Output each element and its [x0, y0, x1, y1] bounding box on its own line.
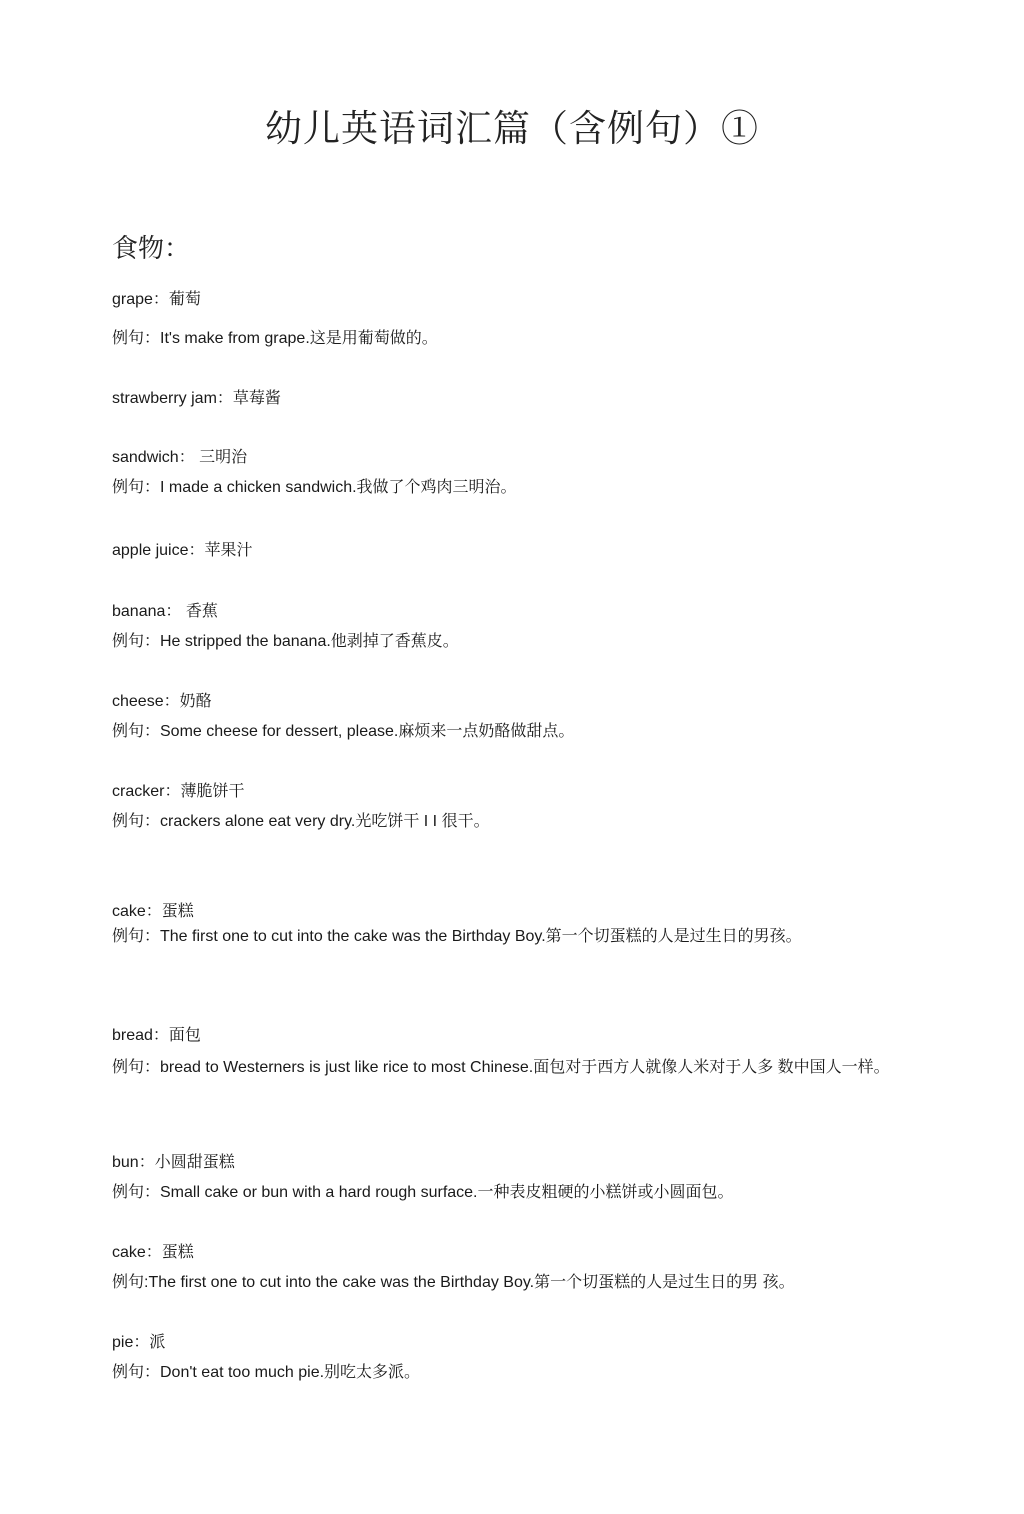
vocab-bun: bun：小圆甜蛋糕 — [112, 1154, 235, 1171]
example-grape: 例句：It's make from grape.这是用葡萄做的。 — [112, 330, 438, 347]
example-bread: 例句：bread to Westerners is just like rice to most Chinese.面包对于西方人就像人米对于人多 数中国人一样。 — [112, 1059, 890, 1076]
example-banana: 例句：He stripped the banana.他剥掉了香蕉皮。 — [112, 633, 459, 650]
vocab-banana: banana： 香蕉 — [112, 603, 218, 620]
vocab-cheese: cheese：奶酪 — [112, 693, 212, 710]
vocab-cracker: cracker：薄脆饼干 — [112, 783, 245, 800]
vocab-pie: pie：派 — [112, 1334, 166, 1351]
vocab-strawberry-jam: strawberry jam：草莓酱 — [112, 390, 281, 407]
example-bun: 例句：Small cake or bun with a hard rough surface.一种表皮粗硬的小糕饼或小圆面包。 — [112, 1184, 734, 1201]
vocab-sandwich: sandwich： 三明治 — [112, 449, 248, 466]
example-cake-2: 例句:The first one to cut into the cake was the Birthday Boy.第一个切蛋糕的人是过生日的男 孩。 — [112, 1274, 795, 1291]
example-cracker: 例句：crackers alone eat very dry.光吃饼干 I I 很干。 — [112, 813, 490, 830]
example-sandwich: 例句：I made a chicken sandwich.我做了个鸡肉三明治。 — [112, 479, 517, 496]
example-cheese: 例句：Some cheese for dessert, please.麻烦来一点奶酪做甜点。 — [112, 723, 575, 740]
example-pie: 例句：Don't eat too much pie.别吃太多派。 — [112, 1364, 421, 1381]
vocab-apple-juice: apple juice：苹果汁 — [112, 542, 253, 559]
vocab-cake-2: cake：蛋糕 — [112, 1244, 194, 1261]
page-title: 幼儿英语词汇篇（含例句）① — [265, 107, 759, 150]
section-heading-food: 食物： — [112, 234, 191, 264]
vocab-bread: bread：面包 — [112, 1027, 201, 1044]
vocab-grape: grape：葡萄 — [112, 291, 201, 308]
vocab-cake: cake：蛋糕 — [112, 903, 194, 920]
example-cake: 例句：The first one to cut into the cake was the Birthday Boy.第一个切蛋糕的人是过生日的男孩。 — [112, 928, 802, 945]
